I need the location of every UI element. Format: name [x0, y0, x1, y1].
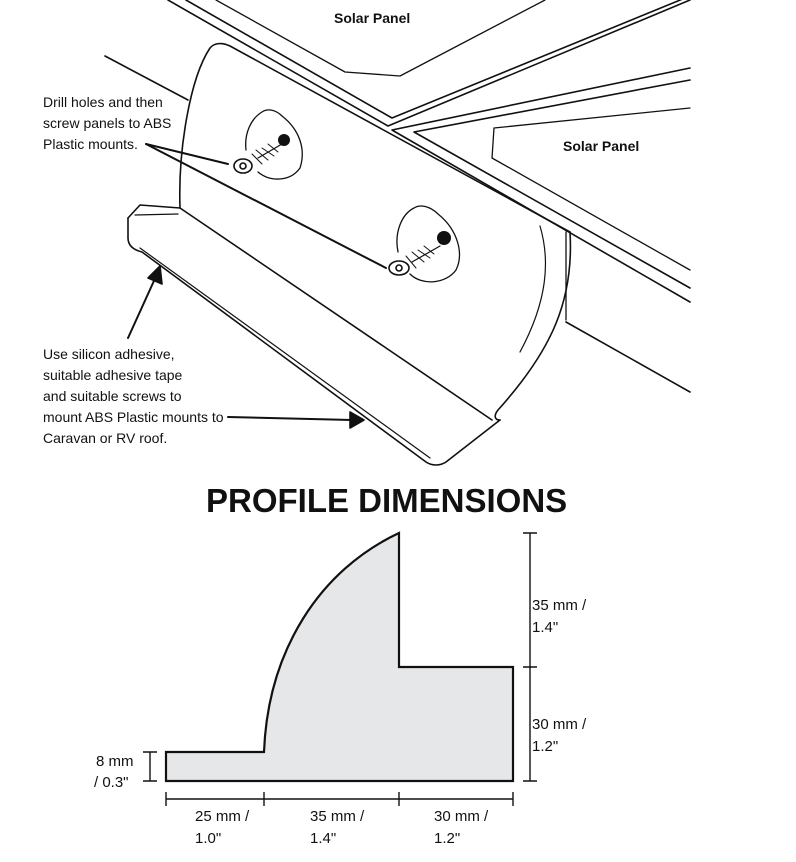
- profile-heading: PROFILE DIMENSIONS: [206, 482, 568, 519]
- callout-line-screw-1: [146, 144, 228, 164]
- dim-bottom-middle: 35 mm /: [310, 808, 365, 825]
- dim-right-lower: 1.2": [532, 738, 559, 755]
- dim-right-upper: 35 mm /: [532, 597, 587, 614]
- callout-adhesive-line: and suitable screws to: [43, 388, 182, 404]
- dim-bottom-left: 1.0": [195, 830, 222, 847]
- screw-hole-2: [389, 206, 459, 282]
- dim-right-lower: 30 mm /: [532, 716, 587, 733]
- dim-bottom-middle: 1.4": [310, 830, 337, 847]
- screw-hole-1: [234, 110, 302, 179]
- dim-left-lip: 8 mm: [96, 753, 134, 770]
- callout-line-screw-2: [146, 144, 386, 268]
- dim-right-upper: 1.4": [532, 619, 559, 636]
- mount-illustration: [105, 0, 690, 465]
- solar-panel-label-2: Solar Panel: [563, 138, 640, 154]
- profile-shape: [166, 533, 513, 781]
- dim-bottom-left: 25 mm /: [195, 808, 250, 825]
- callout-adhesive: [43, 346, 224, 446]
- solar-panel-top: [168, 0, 690, 126]
- dim-bottom-right: 30 mm /: [434, 808, 489, 825]
- profile-cross-section: [166, 533, 513, 781]
- solar-panel-label-1: Solar Panel: [334, 10, 411, 26]
- callout-adhesive-line: mount ABS Plastic mounts to: [43, 409, 224, 425]
- solar-panel-right: [392, 68, 690, 302]
- arrow-right-icon: [228, 412, 364, 428]
- callout-screws-line: Drill holes and then: [43, 94, 163, 110]
- dim-bottom-right: 1.2": [434, 830, 461, 847]
- arrow-up-icon: [128, 266, 162, 338]
- roof-edge-line: [566, 322, 690, 392]
- callout-adhesive-line: Caravan or RV roof.: [43, 430, 168, 446]
- callout-adhesive-line: Use silicon adhesive,: [43, 346, 175, 362]
- callout-screws-line: screw panels to ABS: [43, 115, 172, 131]
- callout-screws-line: Plastic mounts.: [43, 136, 138, 152]
- callout-adhesive-line: suitable adhesive tape: [43, 367, 183, 383]
- dim-left-lip: / 0.3": [94, 774, 129, 791]
- callout-screws: [43, 94, 171, 152]
